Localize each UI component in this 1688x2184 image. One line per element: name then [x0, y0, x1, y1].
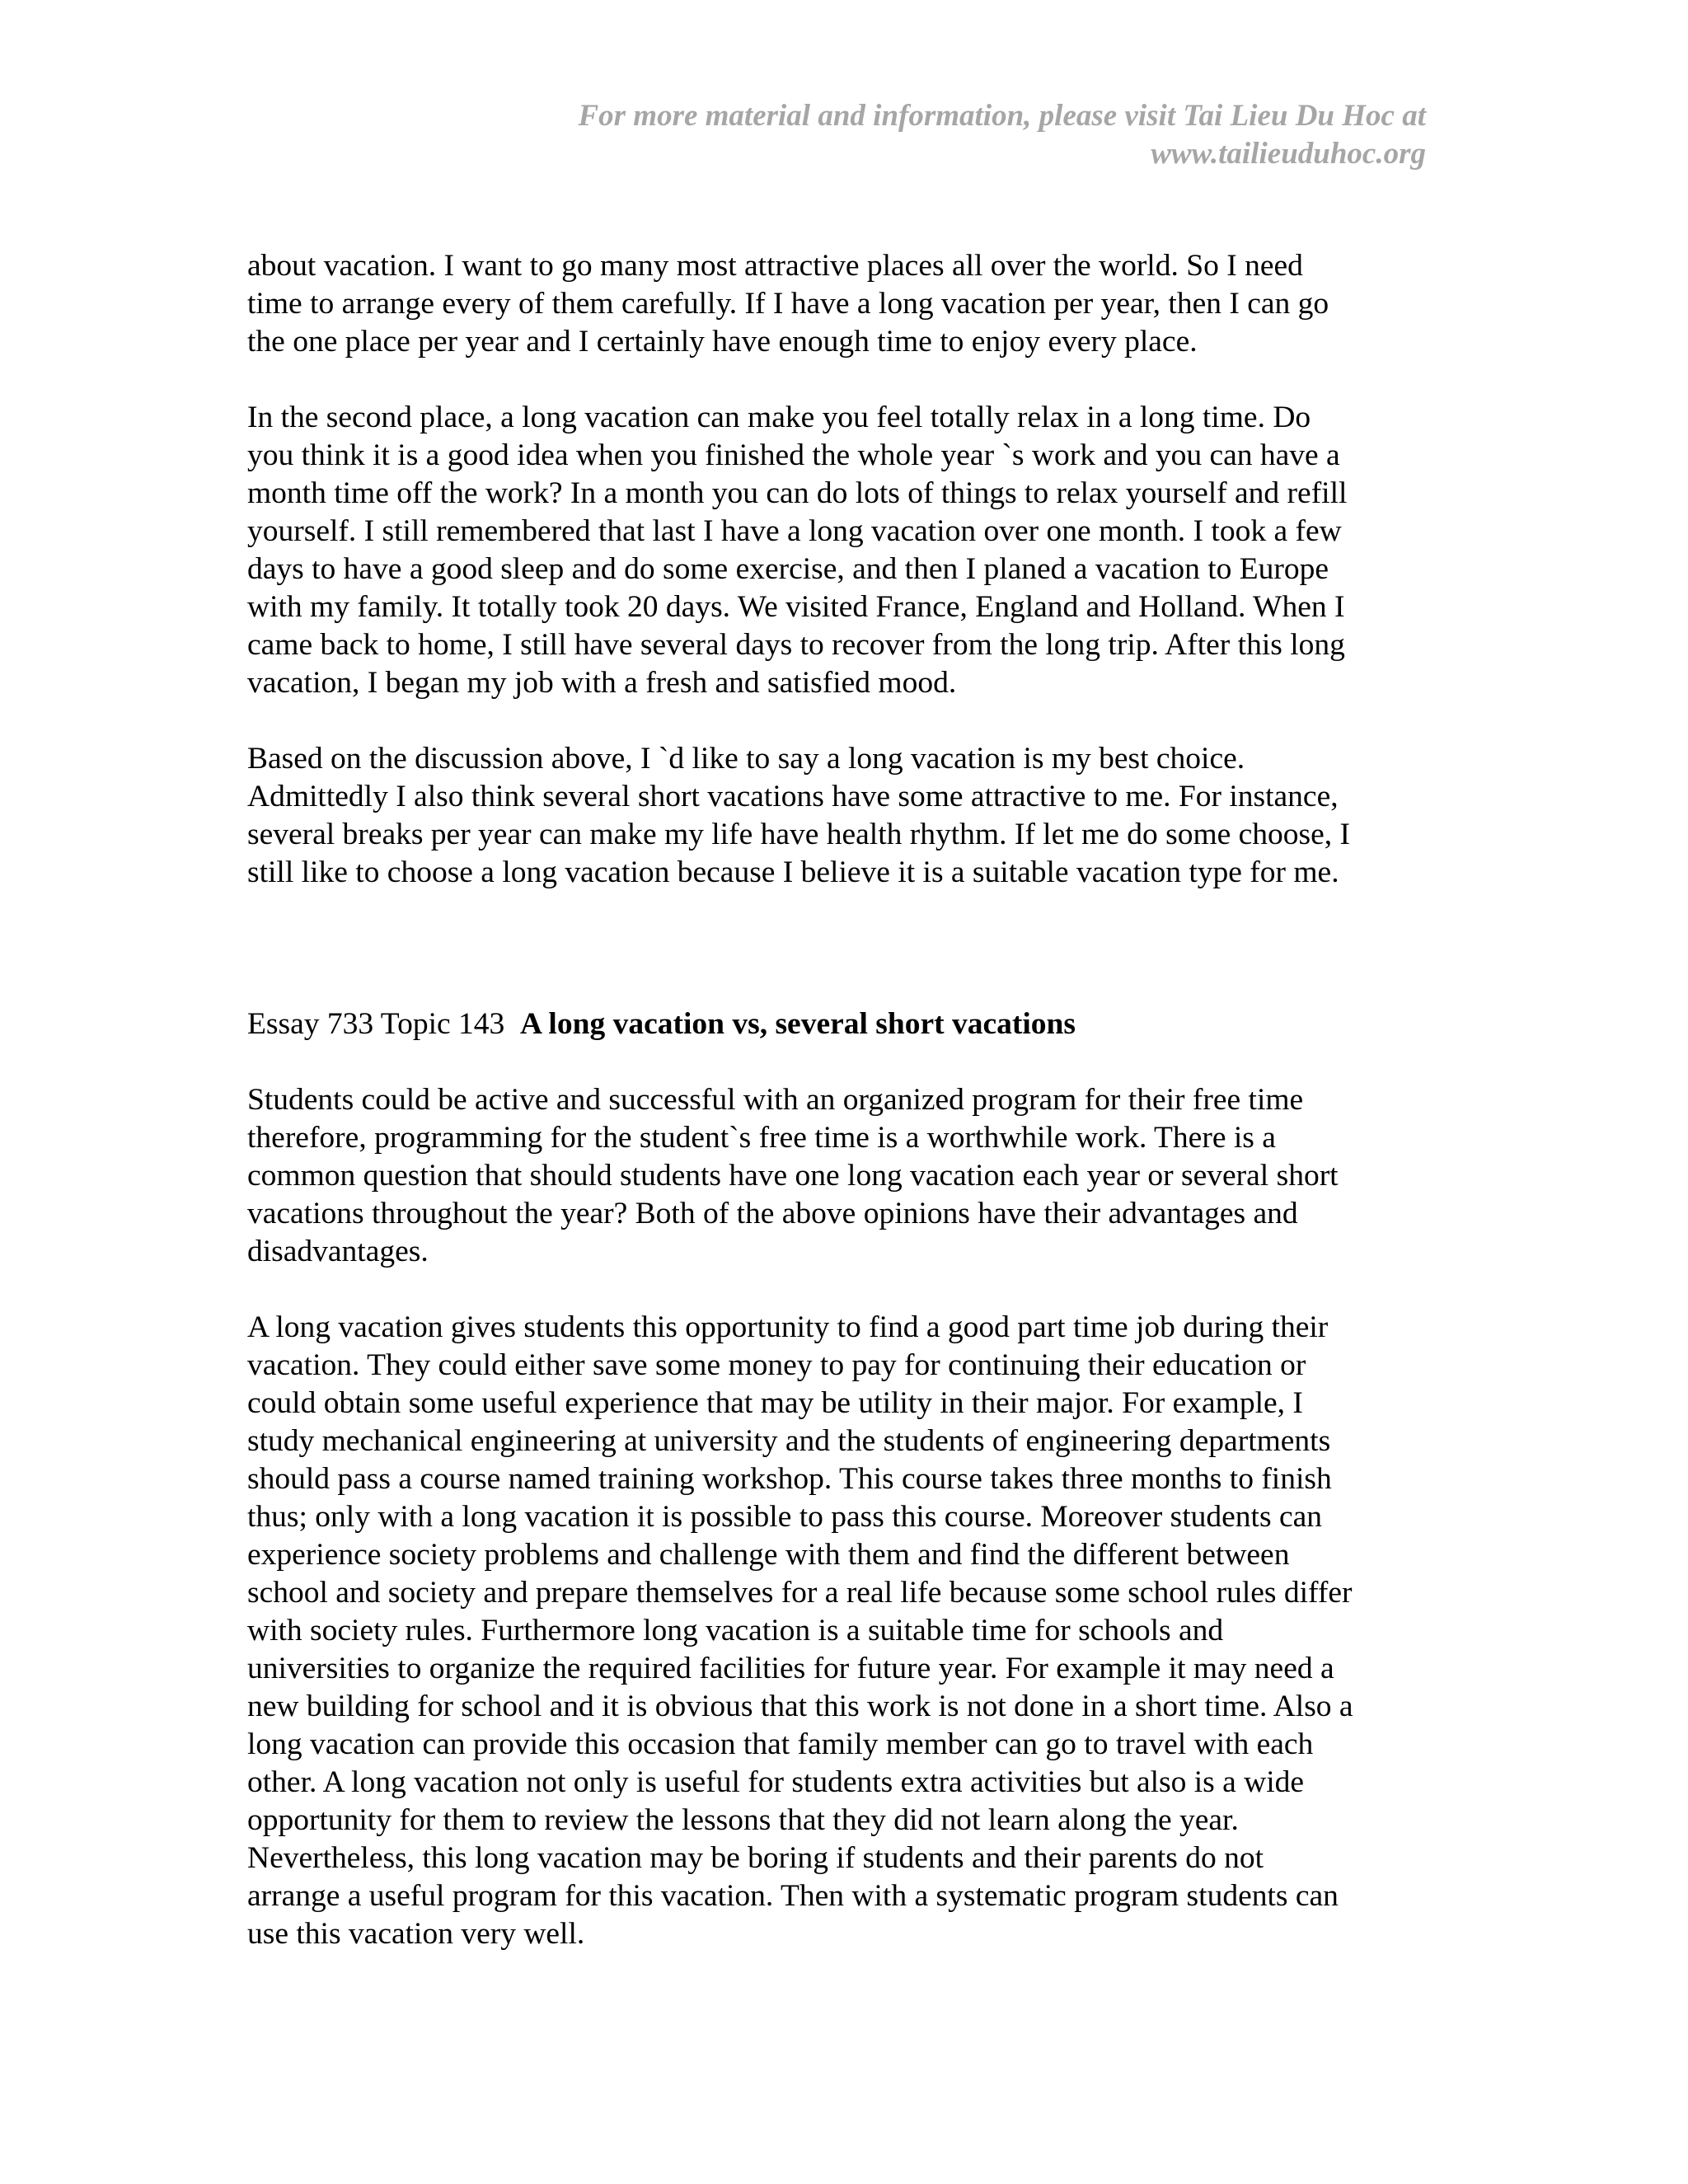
text-line: In the second place, a long vacation can make you feel totally relax in a long time. Do: [247, 401, 1311, 434]
text-line: study mechanical engineering at university and the students of engineering departments: [247, 1424, 1331, 1458]
paragraph-2: [247, 399, 1442, 702]
header-line-1: For more material and information, please visit Tai Lieu Du Hoc at: [578, 99, 1426, 133]
text-line: time to arrange every of them carefully. If I have a long vacation per year, then I can go: [247, 287, 1329, 321]
text-line: experience society problems and challenge with them and find the different between: [247, 1538, 1290, 1572]
text-line: disadvantages.: [247, 1235, 429, 1268]
essay-paragraph-1: [247, 1081, 1442, 1271]
text-line: about vacation. I want to go many most attractive places all over the world. So I need: [247, 249, 1303, 283]
text-line: vacation, I began my job with a fresh and satisfied mood.: [247, 666, 957, 700]
paragraph-1: [247, 247, 1442, 361]
text-line: could obtain some useful experience that may be utility in their major. For example, I: [247, 1386, 1303, 1420]
text-line: vacations throughout the year? Both of the above opinions have their advantages and: [247, 1197, 1298, 1230]
page-header: [354, 97, 1426, 173]
text-line: the one place per year and I certainly have enough time to enjoy every place.: [247, 325, 1198, 359]
text-line: came back to home, I still have several days to recover from the long trip. After this long: [247, 628, 1345, 662]
text-line: therefore, programming for the student`s free time is a worthwhile work. There is a: [247, 1121, 1276, 1155]
text-line: you think it is a good idea when you finished the whole year `s work and you can have a: [247, 438, 1340, 472]
text-line: arrange a useful program for this vacation. Then with a systematic program students can: [247, 1879, 1339, 1913]
text-line: Nevertheless, this long vacation may be boring if students and their parents do not: [247, 1841, 1264, 1875]
text-line: Admittedly I also think several short vacations have some attractive to me. For instance,: [247, 780, 1339, 813]
text-line: yourself. I still remembered that last I have a long vacation over one month. I took a few: [247, 514, 1342, 548]
text-line: days to have a good sleep and do some exercise, and then I planed a vacation to Europe: [247, 552, 1329, 586]
text-line: month time off the work? In a month you can do lots of things to relax yourself and refill: [247, 476, 1348, 510]
text-line: Based on the discussion above, I `d like to say a long vacation is my best choice.: [247, 742, 1245, 776]
text-line: with society rules. Furthermore long vacation is a suitable time for schools and: [247, 1614, 1224, 1647]
text-line: several breaks per year can make my life have health rhythm. If let me do some choose, I: [247, 818, 1351, 851]
text-line: Students could be active and successful with an organized program for their free time: [247, 1083, 1304, 1117]
paragraph-3: [247, 740, 1442, 892]
text-line: still like to choose a long vacation because I believe it is a suitable vacation type for me.: [247, 855, 1339, 889]
text-line: opportunity for them to review the lessons that they did not learn along the year.: [247, 1803, 1239, 1837]
text-line: long vacation can provide this occasion that family member can go to travel with each: [247, 1727, 1314, 1761]
essay-paragraph-2: [247, 1309, 1442, 1953]
essay-heading: [247, 1005, 1442, 1043]
text-line: new building for school and it is obvious that this work is not done in a short time. Also a: [247, 1690, 1353, 1723]
text-line: with my family. It totally took 20 days. We visited France, England and Holland. When I: [247, 590, 1345, 624]
text-line: thus; only with a long vacation it is possible to pass this course. Moreover students can: [247, 1500, 1322, 1534]
text-line: use this vacation very well.: [247, 1917, 585, 1951]
essay-title: A long vacation vs, several short vacations: [520, 1007, 1076, 1041]
text-line: should pass a course named training workshop. This course takes three months to finish: [247, 1462, 1332, 1496]
text-line: A long vacation gives students this opportunity to find a good part time job during their: [247, 1310, 1329, 1344]
text-line: common question that should students have one long vacation each year or several short: [247, 1159, 1339, 1193]
text-line: vacation. They could either save some money to pay for continuing their education or: [247, 1348, 1306, 1382]
text-line: universities to organize the required facilities for future year. For example it may need a: [247, 1652, 1334, 1685]
header-line-2: www.tailieuduhoc.org: [1151, 137, 1426, 171]
text-line: school and society and prepare themselves for a real life because some school rules differ: [247, 1576, 1353, 1610]
document-body: [247, 247, 1442, 1953]
essay-label: Essay 733 Topic 143: [247, 1007, 505, 1041]
text-line: other. A long vacation not only is useful for students extra activities but also is a wide: [247, 1765, 1305, 1799]
